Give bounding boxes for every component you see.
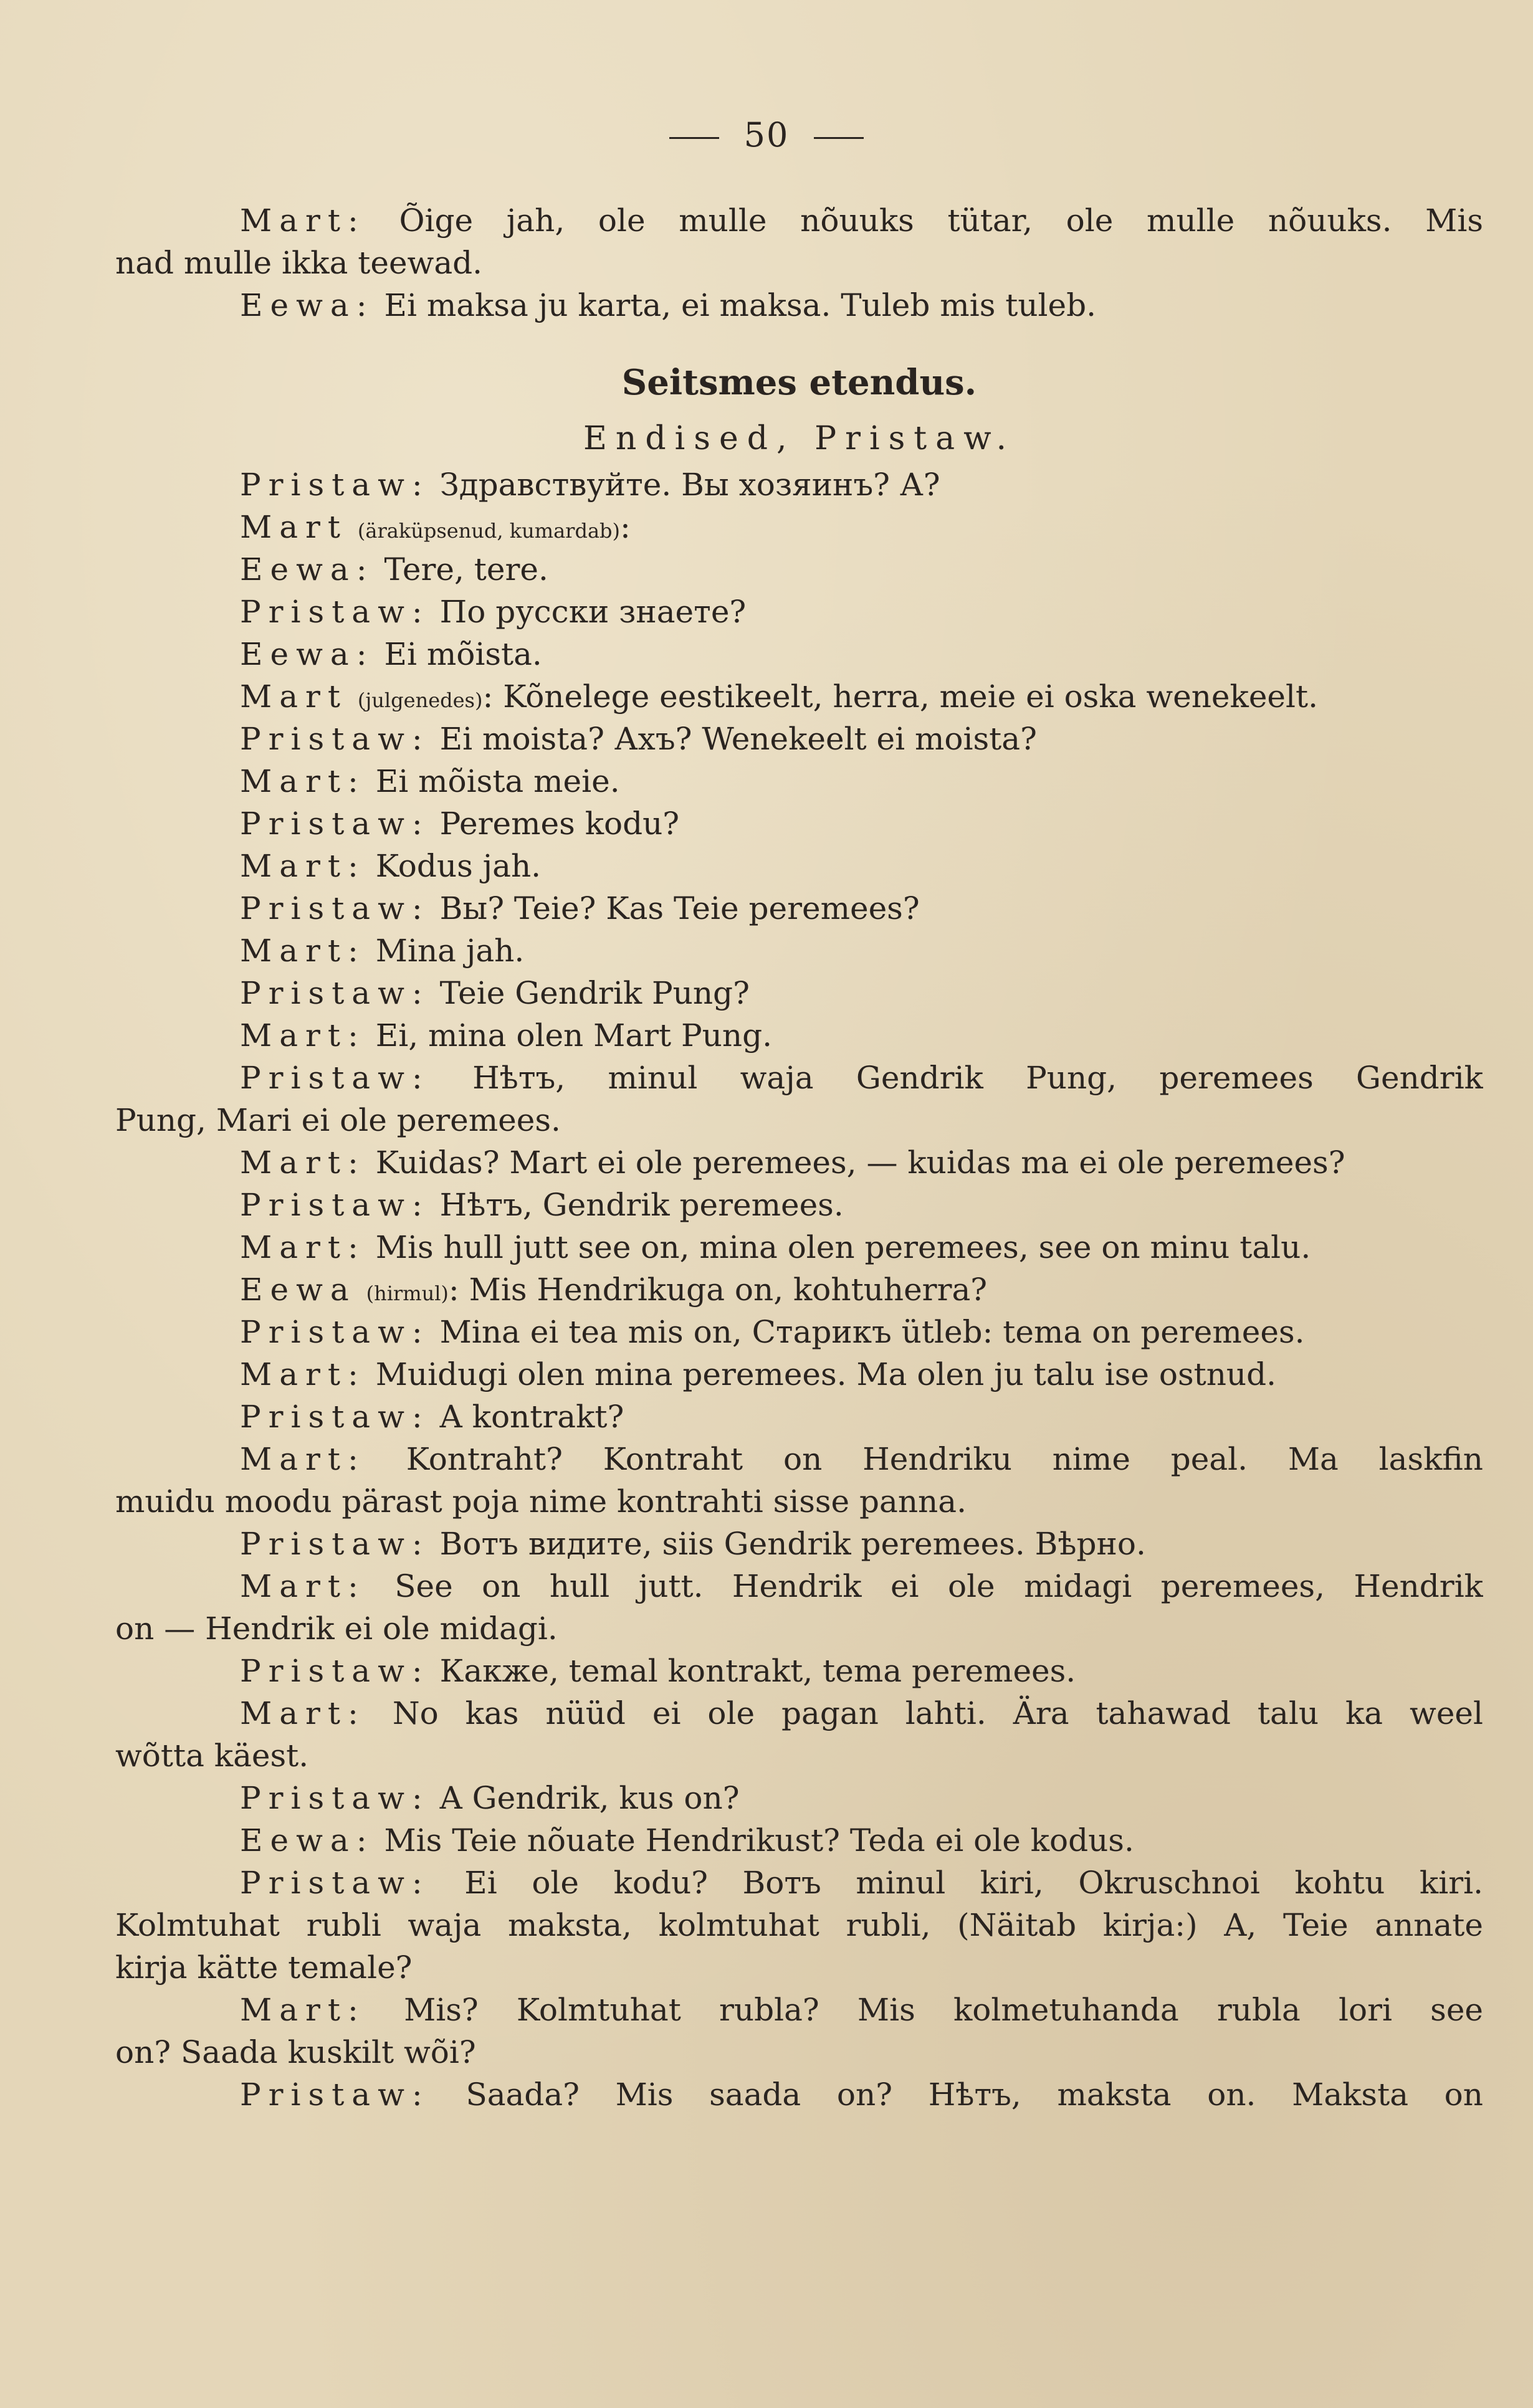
dialogue-text: Здравствуйте. Вы хозяинъ? А? (439, 467, 940, 503)
dash-right (814, 137, 864, 139)
speaker-name: Pristaw: (240, 1865, 430, 1901)
speaker-name: Pristaw: (240, 1060, 430, 1096)
dialogue-text: Kodus jah. (375, 848, 542, 884)
dialogue-text: Õige jah, ole mulle nõuuks tütar, ole mulle nõuuks. Mis (399, 202, 1483, 239)
speaker-name: Pristaw: (240, 1187, 430, 1223)
speaker-name: Pristaw: (240, 1780, 430, 1816)
stage-direction: (hirmul) (366, 1282, 449, 1305)
speaker-name: Mart: (240, 1229, 366, 1265)
dialogue-text: Какже, temal kontrakt, tema peremees. (439, 1653, 1076, 1689)
dialogue-text: Нѣтъ, minul waja Gendrik Pung, peremees Gendrik (472, 1060, 1483, 1096)
speaker-name: Mart: (240, 202, 366, 239)
speaker-name: Mart: (240, 1695, 366, 1731)
speaker-name: Mart (240, 509, 348, 545)
dialogue-text: Mis Teie nõuate Hendrikust? Teda ei ole kodus. (384, 1822, 1134, 1858)
dialogue-text: kirja kätte temale? (115, 1949, 413, 1986)
stage-direction: (äraküpsenud, kumardab) (357, 519, 620, 543)
text-line (115, 930, 1483, 972)
dialogue-text: По русски знаете? (439, 594, 747, 630)
text-line (115, 464, 1483, 506)
speaker-name: Pristaw: (240, 467, 430, 503)
dialogue-text: Нѣтъ, Gendrik peremees. (439, 1187, 844, 1223)
dialogue-text: Saada? Mis saada on? Нѣтъ, maksta on. Maksta on (466, 2077, 1483, 2113)
dialogue-text: : (619, 509, 631, 545)
speaker-name: Mart: (240, 933, 366, 969)
speaker-name: Pristaw: (240, 1399, 430, 1435)
speaker-name: Eewa: (240, 636, 375, 672)
speaker-name: Pristaw: (240, 594, 430, 630)
scene-characters: Endised, Pristaw. (583, 420, 1016, 457)
text-line (115, 1819, 1483, 1862)
speaker-name: Mart (240, 678, 348, 715)
text-line (115, 718, 1483, 760)
text-line (115, 506, 1483, 548)
text-line (115, 1311, 1483, 1353)
text-line (115, 1777, 1483, 1819)
dialogue-text: Ei mõista. (384, 636, 542, 672)
speaker-name: Pristaw: (240, 1653, 430, 1689)
text-line (115, 845, 1483, 887)
dialogue-text: Ei ole kodu? Вотъ minul kiri, Okruschnoi kohtu kiri. (464, 1865, 1483, 1901)
dialogue-text: Kontraht? Kontraht on Hendriku nime peal. Ma laskfin (406, 1441, 1483, 1477)
speaker-name: Eewa: (240, 1822, 375, 1858)
text-line (115, 633, 1483, 675)
page-number-value: 50 (743, 115, 790, 155)
speaker-name: Mart: (240, 1145, 366, 1181)
text-line (115, 548, 1483, 591)
page-text (115, 199, 1483, 2116)
dialogue-text: Mina jah. (375, 933, 525, 969)
text-line (115, 2073, 1483, 2116)
text-line (115, 972, 1483, 1014)
speaker-name: Pristaw: (240, 1526, 430, 1562)
speaker-name: Pristaw: (240, 806, 430, 842)
dialogue-text: Mis hull jutt see on, mina olen peremees, see on minu talu. (375, 1229, 1311, 1265)
dialogue-text: Mina ei tea mis on, Старикъ ütleb: tema on peremees. (439, 1314, 1305, 1350)
dialogue-text: Вотъ видите, siis Gendrik peremees. Вѣрно. (439, 1526, 1146, 1562)
speaker-name: Pristaw: (240, 975, 430, 1011)
dialogue-text: muidu moodu pärast poja nime kontrahti sisse panna. (115, 1483, 967, 1520)
text-line (115, 591, 1483, 633)
stage-direction: (julgenedes) (357, 688, 483, 712)
dialogue-text: See on hull jutt. Hendrik ei ole midagi peremees, Hendrik (394, 1568, 1483, 1604)
speaker-name: Mart: (240, 1992, 366, 2028)
dialogue-text: Muidugi olen mina peremees. Ma olen ju talu ise ostnud. (375, 1356, 1277, 1392)
text-line (115, 1650, 1483, 1692)
text-line (115, 1396, 1483, 1438)
text-line (115, 1268, 1483, 1311)
text-line (115, 675, 1483, 718)
dialogue-text: A Gendrik, kus on? (439, 1780, 740, 1816)
dialogue-text: on — Hendrik ei ole midagi. (115, 1611, 558, 1647)
text-line (115, 802, 1483, 845)
dialogue-block (115, 464, 1483, 2116)
dialogue-text: Pung, Mari ei ole peremees. (115, 1102, 561, 1138)
text-line (115, 1565, 1483, 1607)
text-line (115, 1735, 1483, 1777)
text-line (115, 1989, 1483, 2031)
speaker-name: Pristaw: (240, 890, 430, 926)
dialogue-text: Tere, tere. (384, 551, 548, 588)
dialogue-text: A kontrakt? (439, 1399, 624, 1435)
dialogue-text: Ei mõista meie. (375, 763, 620, 799)
scene-heading: Seitsmes etendus. (621, 362, 977, 403)
dialogue-text: nad mulle ikka teewad. (115, 245, 483, 281)
speaker-name: Mart: (240, 848, 366, 884)
dialogue-text: : Mis Hendrikuga on, kohtuherra? (448, 1272, 988, 1308)
dialogue-text: Mis? Kolmtuhat rubla? Mis kolmetuhanda rubla lori see (404, 1992, 1483, 2028)
dialogue-text: Peremes kodu? (439, 806, 680, 842)
dialogue-text: Ei maksa ju karta, ei maksa. Tuleb mis tuleb. (384, 287, 1097, 323)
dialogue-text: Kolmtuhat rubli waja maksta, kolmtuhat rubli, (Näitab kirja:) A, Teie annate (115, 1907, 1483, 1943)
text-line (115, 887, 1483, 930)
text-line (115, 1607, 1483, 1650)
dialogue-text: Teie Gendrik Pung? (439, 975, 750, 1011)
speaker-name: Eewa (240, 1272, 356, 1308)
dialogue-text: No kas nüüd ei ole pagan lahti. Ära tahawad talu ka weel (392, 1695, 1483, 1731)
dialogue-text: : Kõnelege eestikeelt, herra, meie ei oska wenekeelt. (482, 678, 1318, 715)
text-line (115, 1438, 1483, 1480)
text-line (115, 760, 1483, 802)
dialogue-text: Kuidas? Mart ei ole peremees, — kuidas ma ei ole peremees? (375, 1145, 1345, 1181)
speaker-name: Eewa: (240, 287, 375, 323)
text-line (115, 1480, 1483, 1523)
text-line (115, 284, 1483, 326)
text-line (115, 1099, 1483, 1141)
text-line (115, 2031, 1483, 2073)
dialogue-text: Ei moista? Ахъ? Wenekeelt ei moista? (439, 721, 1037, 757)
dash-left (669, 137, 719, 139)
dialogue-text: Ei, mina olen Mart Pung. (375, 1017, 772, 1054)
speaker-name: Mart: (240, 1568, 366, 1604)
text-line (115, 242, 1483, 284)
dialogue-text: on? Saada kuskilt wõi? (115, 2034, 476, 2070)
speaker-name: Mart: (240, 1017, 366, 1054)
speaker-name: Mart: (240, 1441, 366, 1477)
text-line (115, 1057, 1483, 1099)
text-line (115, 1904, 1483, 1946)
dialogue-text: Вы? Teie? Kas Teie peremees? (439, 890, 920, 926)
text-line (115, 1353, 1483, 1396)
text-line (115, 1946, 1483, 1989)
text-line (115, 1226, 1483, 1268)
speaker-name: Pristaw: (240, 1314, 430, 1350)
text-line (115, 1523, 1483, 1565)
text-line (115, 1692, 1483, 1735)
text-line (115, 1184, 1483, 1226)
dialogue-text: wõtta käest. (115, 1738, 309, 1774)
text-line (115, 1014, 1483, 1057)
speaker-name: Pristaw: (240, 2077, 430, 2113)
page-number (0, 115, 1533, 155)
speaker-name: Mart: (240, 1356, 366, 1392)
text-line (115, 199, 1483, 242)
speaker-name: Eewa: (240, 551, 375, 588)
text-line (115, 1862, 1483, 1904)
speaker-name: Pristaw: (240, 721, 430, 757)
speaker-name: Mart: (240, 763, 366, 799)
text-line (115, 1141, 1483, 1184)
